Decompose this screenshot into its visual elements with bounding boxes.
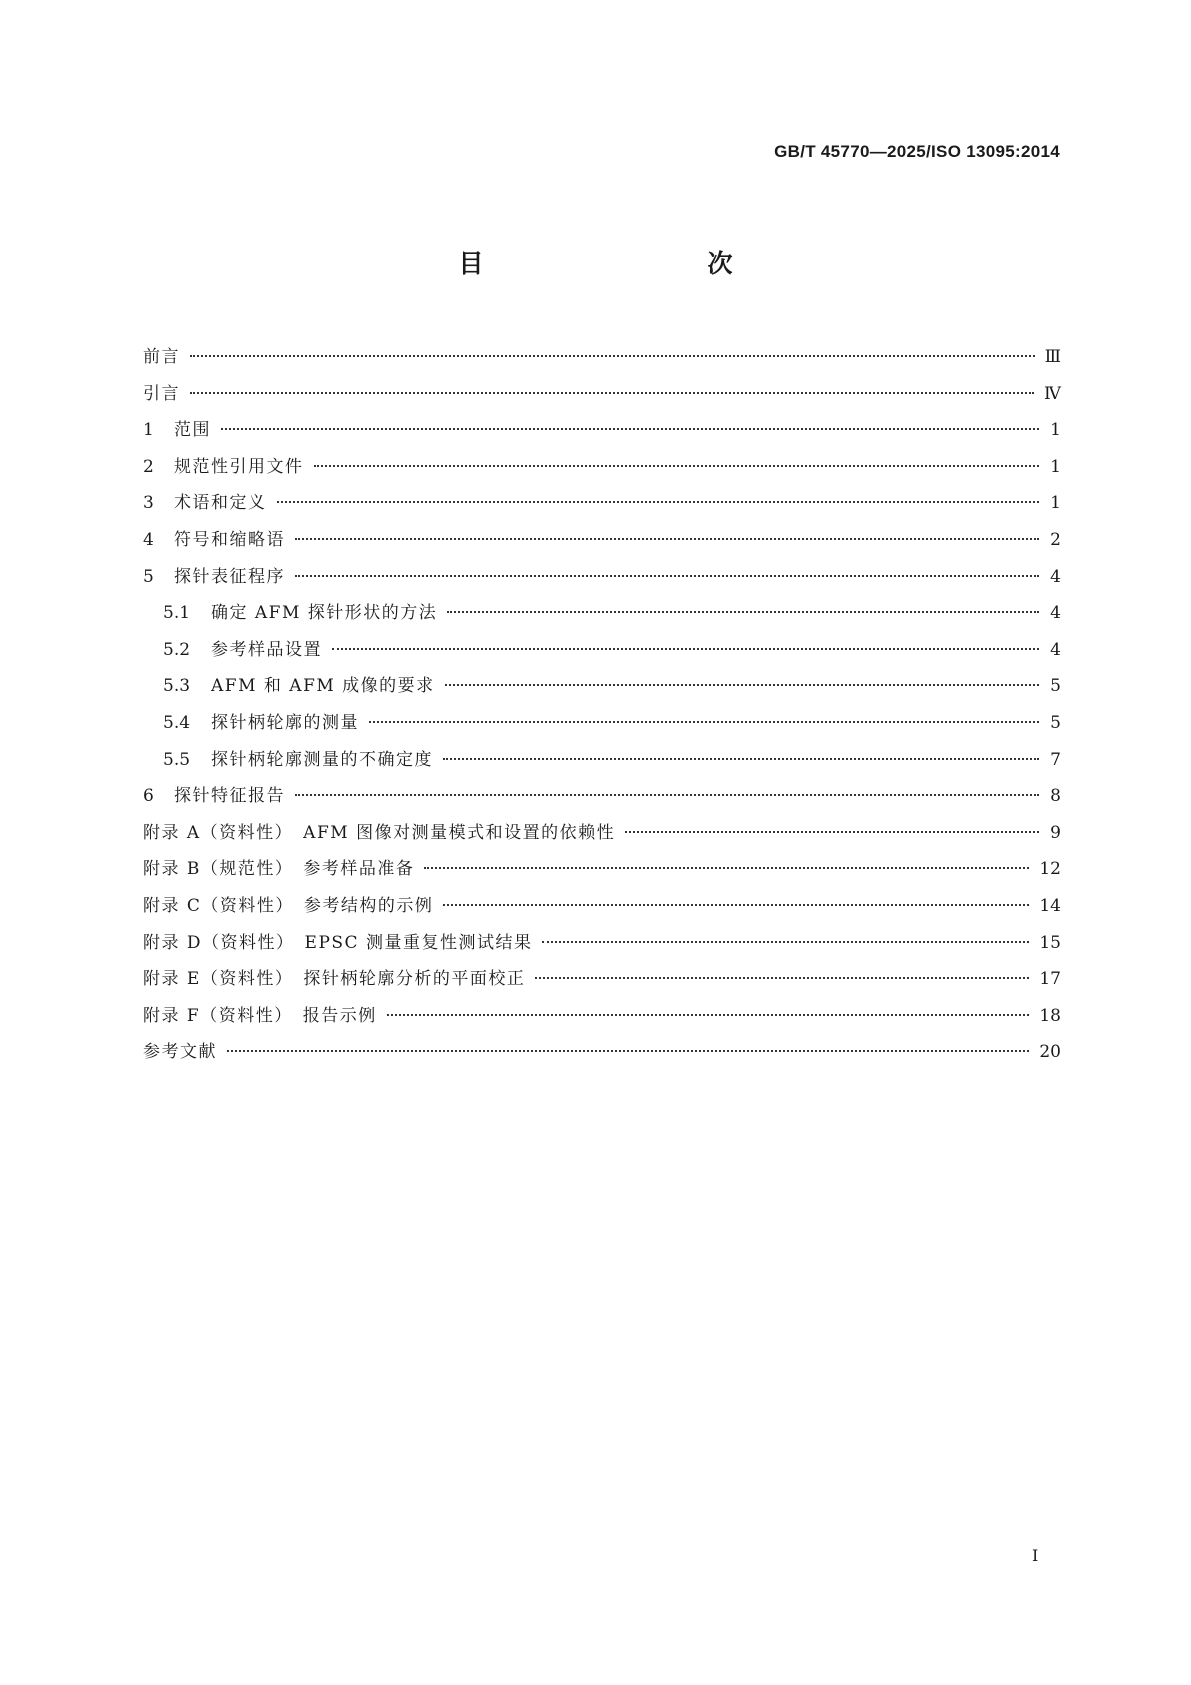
- toc-entry[interactable]: [143, 488, 1061, 525]
- toc-entry-page: 1: [1050, 420, 1061, 441]
- toc-entry-page: 7: [1050, 749, 1061, 770]
- toc-entry[interactable]: [143, 818, 1061, 855]
- toc-entry-page: 4: [1050, 603, 1061, 624]
- toc-dot-leader: [447, 611, 1039, 613]
- toc-entry-page: 14: [1039, 895, 1061, 916]
- toc-entry-page: 18: [1039, 1005, 1061, 1026]
- toc-entry[interactable]: [143, 891, 1061, 928]
- toc-entry[interactable]: [143, 671, 1061, 708]
- toc-entry-label: 前言: [143, 347, 180, 367]
- toc-dot-leader: [277, 501, 1040, 503]
- toc-entry-number: 1: [143, 420, 154, 441]
- toc-entry-label: 附录 C（资料性） 参考结构的示例: [143, 895, 434, 916]
- toc-entry-page: 8: [1050, 786, 1061, 807]
- toc-entry-number: 5: [143, 566, 154, 587]
- toc-dot-leader: [295, 575, 1039, 577]
- toc-dot-leader: [295, 794, 1039, 796]
- toc-entry-number: 5.2: [163, 639, 191, 660]
- toc-entry-label: 引言: [143, 383, 180, 404]
- toc-entry-label: 参考样品设置: [211, 639, 322, 660]
- toc-entry-page: 4: [1050, 566, 1061, 587]
- toc-dot-leader: [535, 977, 1029, 979]
- toc-entry[interactable]: [143, 708, 1061, 745]
- toc-entry-page: Ⅳ: [1044, 383, 1061, 404]
- toc-entry[interactable]: [143, 854, 1061, 891]
- toc-entry-page: 12: [1039, 859, 1061, 880]
- toc-entry-label: 探针表征程序: [174, 566, 285, 587]
- toc-entry-number: 5.1: [163, 603, 191, 624]
- toc-entry-page: 20: [1039, 1042, 1061, 1063]
- toc-entry-page: 2: [1050, 529, 1061, 550]
- toc-dot-leader: [424, 867, 1029, 869]
- toc-dot-leader: [190, 392, 1034, 394]
- toc-entry[interactable]: [143, 452, 1061, 489]
- toc-dot-leader: [445, 684, 1039, 686]
- toc-entry-page: 1: [1050, 493, 1061, 514]
- toc-entry[interactable]: [143, 781, 1061, 818]
- toc-dot-leader: [625, 831, 1039, 833]
- toc-dot-leader: [443, 758, 1039, 760]
- toc-entry-number: 2: [143, 456, 154, 477]
- page-title: 目 次: [458, 249, 791, 278]
- toc-dot-leader: [314, 465, 1040, 467]
- toc-entry-label: AFM 和 AFM 成像的要求: [211, 676, 435, 697]
- toc-entry-label: 附录 D（资料性） EPSC 测量重复性测试结果: [143, 932, 533, 953]
- toc-entry[interactable]: [143, 964, 1061, 1001]
- toc-entry-number: 5.5: [163, 749, 191, 770]
- toc-entry-label: 探针柄轮廓测量的不确定度: [211, 749, 433, 770]
- toc-entry-label: 范围: [174, 420, 211, 441]
- toc-entry-label: 附录 F（资料性） 报告示例: [143, 1005, 377, 1026]
- toc-entry-label: 参考文献: [143, 1042, 217, 1063]
- toc-entry-number: 4: [143, 529, 154, 550]
- toc-entry-number: 3: [143, 493, 154, 514]
- toc-entry[interactable]: [143, 1037, 1061, 1074]
- toc-entry[interactable]: [143, 928, 1061, 965]
- document-code: GB/T 45770—2025/ISO 13095:2014: [774, 142, 1060, 161]
- toc-dot-leader: [443, 904, 1029, 906]
- toc-entry[interactable]: [143, 342, 1061, 379]
- table-of-contents: [143, 342, 1061, 1074]
- toc-dot-leader: [190, 355, 1035, 357]
- toc-entry-label: 探针特征报告: [174, 786, 285, 807]
- toc-dot-leader: [221, 428, 1039, 430]
- toc-entry[interactable]: [143, 635, 1061, 672]
- toc-entry-label: 确定 AFM 探针形状的方法: [211, 603, 438, 624]
- toc-entry-number: 5.4: [163, 712, 191, 733]
- toc-entry-label: 符号和缩略语: [174, 529, 285, 550]
- toc-entry-label: 附录 E（资料性） 探针柄轮廓分析的平面校正: [143, 969, 526, 990]
- toc-dot-leader: [369, 721, 1039, 723]
- toc-dot-leader: [295, 538, 1039, 540]
- toc-entry-number: 5.3: [163, 676, 191, 697]
- toc-entry-page: 4: [1050, 639, 1061, 660]
- toc-entry-page: 15: [1039, 932, 1061, 953]
- toc-entry-page: 5: [1050, 712, 1061, 733]
- toc-entry[interactable]: [143, 415, 1061, 452]
- toc-entry-label: 附录 B（规范性） 参考样品准备: [143, 859, 415, 880]
- toc-dot-leader: [332, 648, 1039, 650]
- toc-dot-leader: [542, 941, 1029, 943]
- toc-entry-page: 1: [1050, 456, 1061, 477]
- toc-entry[interactable]: [143, 1001, 1061, 1038]
- toc-entry-number: 6: [143, 786, 154, 807]
- toc-dot-leader: [387, 1014, 1030, 1016]
- toc-dot-leader: [227, 1050, 1029, 1052]
- toc-entry[interactable]: [143, 562, 1061, 599]
- page-number: I: [1032, 1546, 1039, 1565]
- toc-entry-label: 术语和定义: [174, 493, 267, 514]
- toc-entry[interactable]: [143, 598, 1061, 635]
- toc-entry-page: 5: [1050, 676, 1061, 697]
- toc-entry-page: Ⅲ: [1044, 347, 1061, 367]
- toc-entry-page: 17: [1039, 969, 1061, 990]
- toc-entry-label: 探针柄轮廓的测量: [211, 712, 359, 733]
- toc-entry-label: 规范性引用文件: [174, 456, 304, 477]
- toc-entry[interactable]: [143, 525, 1061, 562]
- toc-entry[interactable]: [143, 745, 1061, 782]
- toc-entry[interactable]: [143, 379, 1061, 416]
- toc-entry-page: 9: [1050, 822, 1061, 843]
- toc-entry-label: 附录 A（资料性） AFM 图像对测量模式和设置的依赖性: [143, 822, 616, 843]
